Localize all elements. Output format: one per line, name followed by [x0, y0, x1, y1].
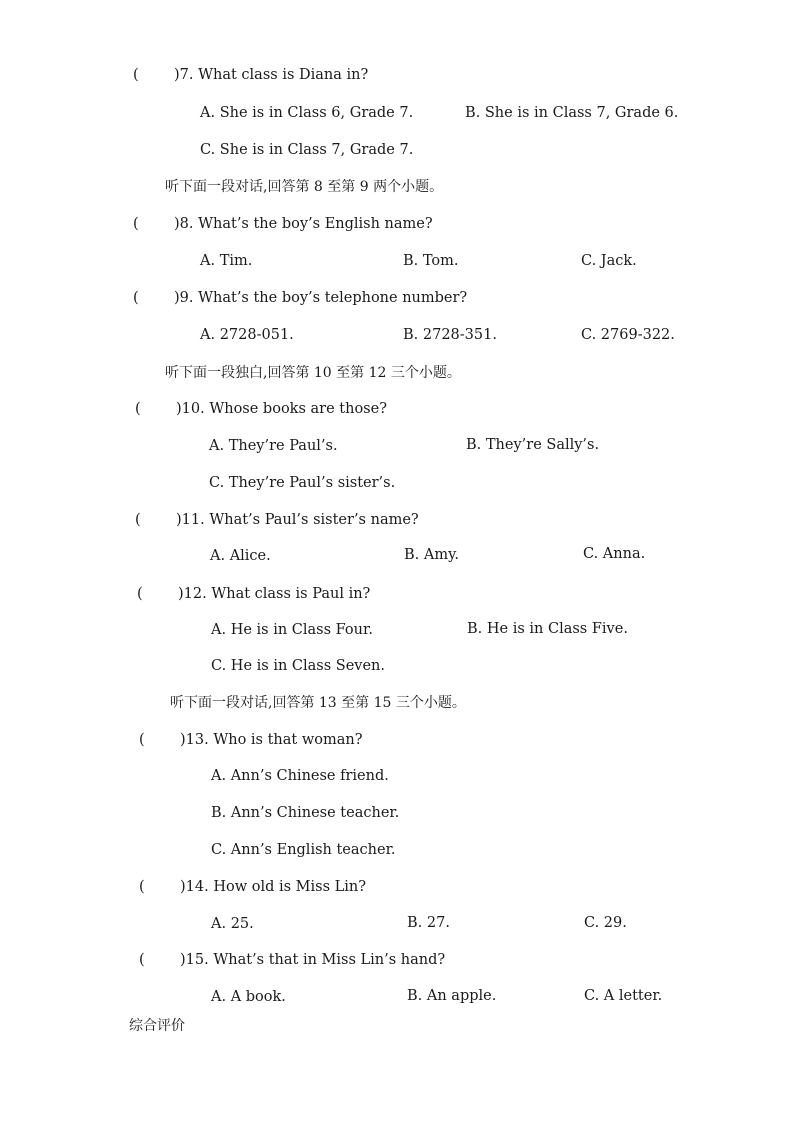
- q15-option-c[interactable]: C. A letter.: [584, 988, 663, 1004]
- q9-stem: )9. What’s the boy’s telephone number?: [174, 290, 468, 306]
- footer-label: 综合评价: [129, 1018, 185, 1034]
- q11-option-b[interactable]: B. Amy.: [404, 547, 459, 563]
- q9-answer-bracket[interactable]: (: [133, 290, 139, 306]
- q8-option-a[interactable]: A. Tim.: [200, 253, 253, 269]
- q13-answer-bracket[interactable]: (: [139, 732, 145, 748]
- q7-option-a[interactable]: A. She is in Class 6, Grade 7.: [200, 105, 414, 121]
- q10-option-c[interactable]: C. They’re Paul’s sister’s.: [209, 475, 396, 491]
- q15-answer-bracket[interactable]: (: [139, 952, 145, 968]
- section-intro-13-15: 听下面一段对话,回答第 13 至第 15 三个小题。: [170, 695, 466, 711]
- q10-answer-bracket[interactable]: (: [135, 401, 141, 417]
- q12-option-a[interactable]: A. He is in Class Four.: [211, 622, 373, 638]
- q13-option-a[interactable]: A. Ann’s Chinese friend.: [211, 768, 389, 784]
- q12-option-b[interactable]: B. He is in Class Five.: [467, 621, 628, 637]
- q8-option-c[interactable]: C. Jack.: [581, 253, 637, 269]
- q10-stem: )10. Whose books are those?: [176, 401, 387, 417]
- section-intro-10-12: 听下面一段独白,回答第 10 至第 12 三个小题。: [165, 365, 461, 381]
- q14-option-c[interactable]: C. 29.: [584, 915, 627, 931]
- q13-stem: )13. Who is that woman?: [180, 732, 363, 748]
- q11-option-c[interactable]: C. Anna.: [583, 546, 646, 562]
- q14-answer-bracket[interactable]: (: [139, 879, 145, 895]
- q11-option-a[interactable]: A. Alice.: [210, 548, 271, 564]
- q10-option-b[interactable]: B. They’re Sally’s.: [466, 437, 600, 453]
- section-intro-8-9: 听下面一段对话,回答第 8 至第 9 两个小题。: [165, 179, 444, 195]
- q14-option-b[interactable]: B. 27.: [407, 915, 450, 931]
- q7-answer-bracket[interactable]: (: [133, 67, 139, 83]
- q9-option-b[interactable]: B. 2728-351.: [403, 327, 497, 343]
- q7-option-c[interactable]: C. She is in Class 7, Grade 7.: [200, 142, 414, 158]
- q14-stem: )14. How old is Miss Lin?: [180, 879, 367, 895]
- q12-option-c[interactable]: C. He is in Class Seven.: [211, 658, 386, 674]
- q8-stem: )8. What’s the boy’s English name?: [174, 216, 433, 232]
- q13-option-b[interactable]: B. Ann’s Chinese teacher.: [211, 805, 400, 821]
- q14-option-a[interactable]: A. 25.: [211, 916, 254, 932]
- q13-option-c[interactable]: C. Ann’s English teacher.: [211, 842, 396, 858]
- q15-option-b[interactable]: B. An apple.: [407, 988, 497, 1004]
- q15-stem: )15. What’s that in Miss Lin’s hand?: [180, 952, 446, 968]
- q9-option-a[interactable]: A. 2728-051.: [200, 327, 294, 343]
- q8-option-b[interactable]: B. Tom.: [403, 253, 459, 269]
- q8-answer-bracket[interactable]: (: [133, 216, 139, 232]
- q12-answer-bracket[interactable]: (: [137, 586, 143, 602]
- q11-stem: )11. What’s Paul’s sister’s name?: [176, 512, 419, 528]
- q11-answer-bracket[interactable]: (: [135, 512, 141, 528]
- q7-option-b[interactable]: B. She is in Class 7, Grade 6.: [465, 105, 679, 121]
- q12-stem: )12. What class is Paul in?: [178, 586, 371, 602]
- q15-option-a[interactable]: A. A book.: [211, 989, 286, 1005]
- q7-stem: )7. What class is Diana in?: [174, 67, 369, 83]
- q9-option-c[interactable]: C. 2769-322.: [581, 327, 675, 343]
- q10-option-a[interactable]: A. They’re Paul’s.: [209, 438, 338, 454]
